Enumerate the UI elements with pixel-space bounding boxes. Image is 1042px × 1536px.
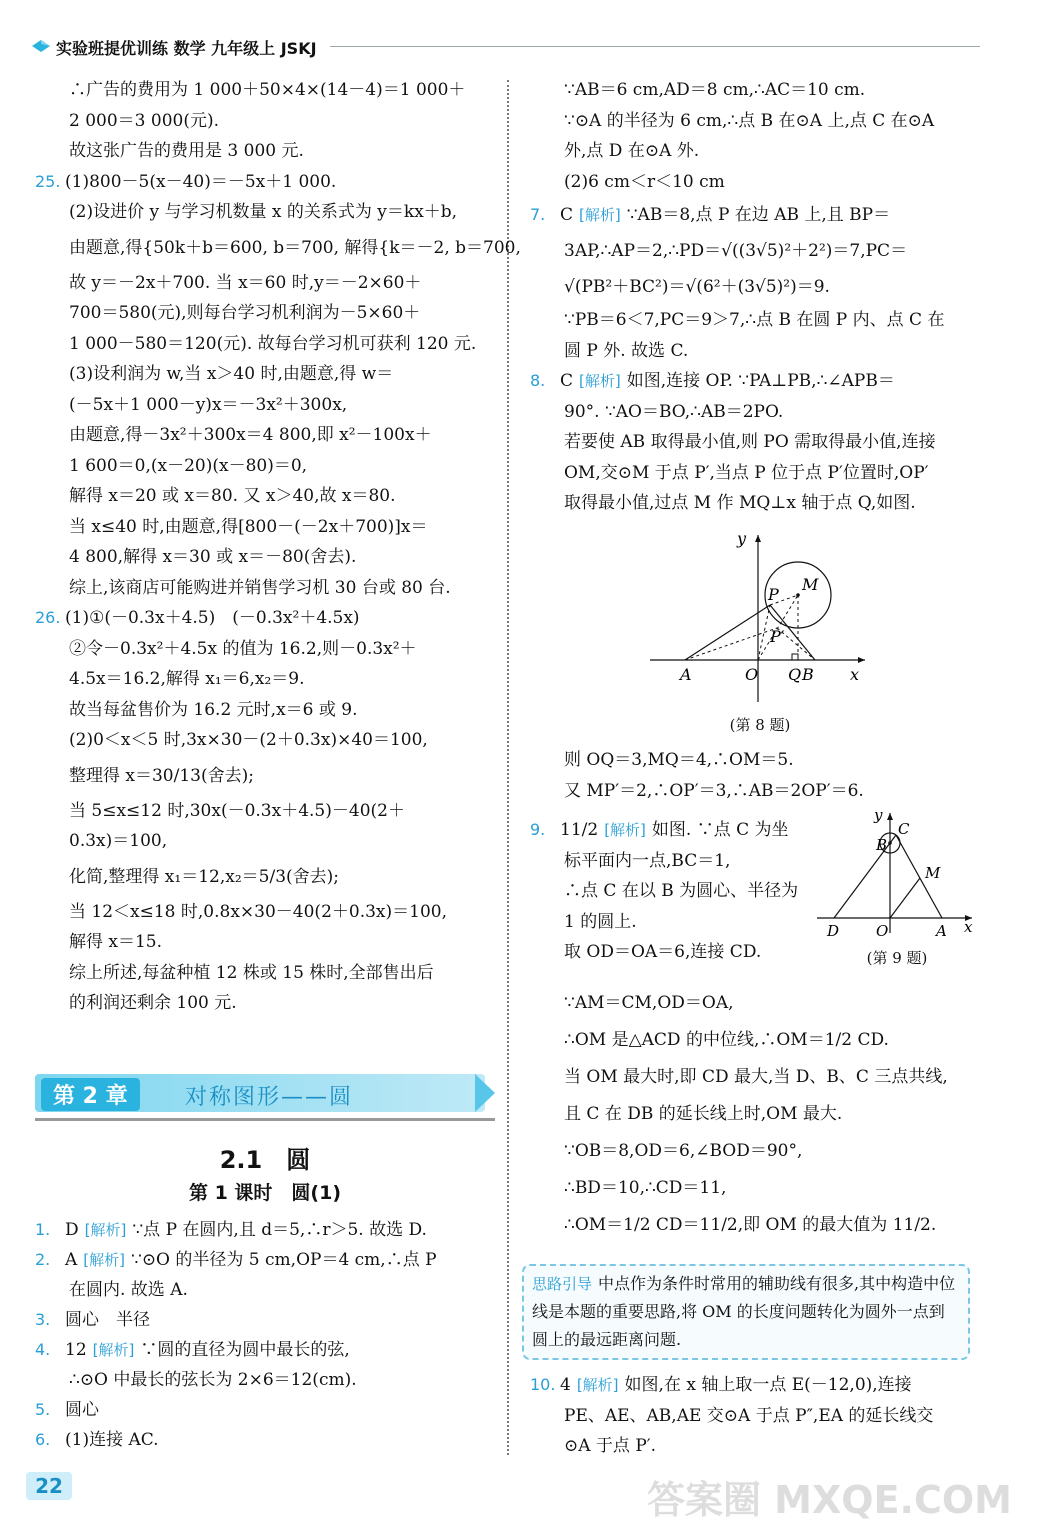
text-line: ②令－0.3x²＋4.5x 的值为 16.2,则－0.3x²＋ — [69, 638, 417, 659]
fig9-label-a: A — [936, 922, 947, 940]
analysis-tag: [解析] — [84, 1221, 127, 1239]
question-25: 25. (1)800－5(x－40)＝－5x＋1 000. — [35, 167, 495, 198]
fig8-label-p: P — [768, 585, 779, 604]
figure-8-diagram — [640, 530, 880, 710]
text-line: √(PB²＋BC²)＝√(6²＋(3√5)²)＝9. — [564, 277, 830, 297]
fig8-label-p-prime: P′ — [770, 627, 785, 646]
fig8-label-a: A — [680, 665, 692, 684]
page-header — [30, 32, 980, 62]
text-line: 解得 x＝15. — [69, 932, 163, 952]
text-line: 3AP,∴AP＝2,∴PD＝√((3√5)²＋2²)＝7,PC＝ — [564, 241, 908, 261]
left-column — [35, 75, 521, 1019]
text-line: (2)0＜x＜5 时,3x×30－(2＋0.3x)×40＝100, — [69, 730, 428, 750]
text-line: 1 600＝0,(x－20)(x－80)＝0, — [69, 455, 308, 476]
text-line: ∴广告的费用为 1 000＋50×4×(14－4)＝1 000＋ — [69, 80, 466, 100]
fig9-label-b: B — [876, 836, 888, 854]
fig9-label-m: M — [925, 864, 941, 882]
text-line: 综上所述,每盆种植 12 株或 15 株时,全部售出后 — [69, 962, 434, 983]
text-line: 1 000－580＝120(元). 故每台学习机可获利 120 元. — [69, 333, 477, 354]
thinking-guide-text: 中点作为条件时常用的辅助线有很多,其中构造中位线是本题的重要思路,将 OM 的长度问题转化为圆外一点到圆上的最远距离问题. — [532, 1274, 956, 1349]
fig9-label-c: C — [898, 820, 910, 838]
text-line: 化简,整理得 x₁＝12,x₂＝5/3(舍去); — [69, 866, 339, 887]
question-number: 25. — [35, 171, 61, 191]
text-line: 2 000＝3 000(元). — [69, 110, 220, 131]
text-line: ∵OB＝8,OD＝6,∠BOD＝90°, — [564, 1141, 803, 1161]
fig8-label-o: O — [745, 665, 759, 684]
text-line: (－5x＋1 000－y)x＝－3x²＋300x, — [69, 394, 348, 415]
text-line: 取得最小值,过点 M 作 MQ⊥x 轴于点 Q,如图. — [564, 493, 916, 513]
column-divider — [507, 80, 509, 1455]
text-line: 综上,该商店可能购进并销售学习机 30 台或 80 台. — [69, 577, 451, 598]
question-9: 9. 11/2 [解析] 如图. ∵点 C 为坐 标平面内一点,BC＝1, ∴点 C 在以 B 为圆心、半径为 1 的圆上. 取 OD＝OA＝6,连接 CD. — [530, 815, 810, 968]
text-line: 故当每盆售价为 16.2 元时,x＝6 或 9. — [69, 699, 358, 720]
text-line: (2)6 cm＜r＜10 cm — [564, 171, 725, 192]
text-line: (3)设利润为 w,当 x＞40 时,由题意,得 w＝ — [69, 364, 394, 384]
text-line: 4.5x＝16.2,解得 x₁＝6,x₂＝9. — [69, 669, 305, 689]
fig9-label-o: O — [876, 922, 889, 940]
text-line: 0.3x)＝100, — [69, 831, 168, 851]
question-1: 1. D [解析] ∵点 P 在圆内,且 d＝5,∴r＞5. 故选 D. — [35, 1220, 427, 1240]
thinking-guide-label: 思路引导 — [532, 1275, 593, 1293]
text-line: 由题意,得－3x²＋300x＝4 800,即 x²－100x＋ — [69, 425, 432, 445]
analysis-tag: [解析] — [576, 1376, 619, 1394]
text-line: ∵⊙A 的半径为 6 cm,∴点 B 在⊙A 上,点 C 在⊙A — [564, 110, 935, 131]
left-column-lower — [35, 1215, 495, 1455]
system-line: 由题意,得{50k＋b＝600, b＝700, 解得{k＝－2, b＝700, — [69, 237, 521, 258]
text-line: ⊙A 于点 P′. — [564, 1436, 657, 1456]
question-10: 10. 4 [解析] 如图,在 x 轴上取一点 E(－12,0),连接 PE、AE、AB,AE 交⊙A 于点 P″,EA 的延长线交 ⊙A 于点 P′. — [530, 1370, 980, 1462]
text-line: ∵AB＝6 cm,AD＝8 cm,∴AC＝10 cm. — [564, 80, 866, 100]
analysis-tag: [解析] — [579, 206, 621, 224]
fig8-label-y: y — [737, 530, 747, 548]
fig9-label-d: D — [827, 922, 840, 940]
text-line: 在圆内. 故选 A. — [69, 1280, 188, 1300]
right-column-b — [530, 745, 980, 806]
text-line: 当 12＜x≤18 时,0.8x×30－40(2＋0.3x)＝100, — [69, 901, 447, 922]
text-line: ∴⊙O 中最长的弦长为 2×6＝12(cm). — [69, 1370, 357, 1390]
chapter-banner — [35, 1070, 495, 1122]
text-line: 若要使 AB 取得最小值,则 PO 需取得最小值,连接 — [564, 432, 936, 452]
text-line: 取 OD＝OA＝6,连接 CD. — [564, 942, 762, 962]
question-number: 26. — [35, 608, 61, 627]
text-line: 整理得 x＝30/13(舍去); — [69, 765, 254, 786]
text-line: 90°. ∵AO＝BO,∴AB＝2PO. — [564, 401, 784, 422]
text-line: ∴点 C 在以 B 为圆心、半径为 — [564, 881, 799, 901]
watermark: 答案圈 MXQE.COM — [646, 1478, 1012, 1522]
text-line: 标平面内一点,BC＝1, — [564, 850, 731, 871]
figure-9-diagram — [812, 808, 982, 943]
text-line: OM,交⊙M 于点 P′,当点 P 位于点 P′位置时,OP′ — [564, 462, 929, 483]
figure-9-caption: (第 9 题) — [866, 949, 928, 967]
text-line: 700＝580(元),则每台学习机利润为－5×60＋ — [69, 303, 421, 323]
chapter-underline — [35, 1118, 495, 1121]
text-line: (2)设进价 y 与学习机数量 x 的关系式为 y＝kx＋b, — [69, 202, 458, 222]
text-line: 的利润还剩余 100 元. — [69, 993, 237, 1013]
fig9-label-y: y — [874, 808, 883, 824]
chapter-label: 第 2 章 — [41, 1078, 140, 1111]
header-rule — [330, 46, 980, 47]
text-line: 且 C 在 DB 的延长线上时,OM 最大. — [564, 1104, 843, 1124]
question-8: 8. C [解析] 如图,连接 OP. ∵PA⊥PB,∴∠APB＝ — [530, 371, 895, 391]
text-line: 解得 x＝20 或 x＝80. 又 x＞40,故 x＝80. — [69, 486, 396, 506]
right-column — [530, 75, 980, 519]
book-logo-icon — [30, 34, 52, 56]
fig8-label-b: B — [802, 665, 814, 684]
fig8-label-q: Q — [788, 665, 802, 684]
figure-8 — [640, 530, 880, 740]
page-number: 22 — [26, 1472, 72, 1500]
text-line: ∴BD＝10,∴CD＝11, — [564, 1178, 727, 1198]
lesson-title: 第 1 课时 圆(1) — [188, 1182, 342, 1204]
text-line: 1 的圆上. — [564, 911, 637, 932]
chevron-right-icon — [475, 1074, 495, 1112]
text-line: ∵AM＝CM,OD＝OA, — [564, 993, 734, 1013]
text-line: 故这张广告的费用是 3 000 元. — [69, 141, 304, 161]
analysis-tag: [解析] — [604, 821, 646, 839]
right-column-c — [530, 985, 980, 1244]
text-line: 当 x≤40 时,由题意,得[800－(－2x＋700)]x＝ — [69, 516, 428, 537]
question-2: 2. A [解析] ∵⊙O 的半径为 5 cm,OP＝4 cm,∴点 P — [35, 1250, 437, 1270]
text-line: 4 800,解得 x＝30 或 x＝－80(舍去). — [69, 547, 357, 567]
text-line: 故 y＝－2x＋700. 当 x＝60 时,y＝－2×60＋ — [69, 272, 422, 293]
text-line: 外,点 D 在⊙A 外. — [564, 141, 700, 161]
question-4: 4. 12 [解析] ∵圆的直径为圆中最长的弦, — [35, 1340, 350, 1360]
thinking-guide-box — [522, 1264, 970, 1360]
header-title: 实验班提优训练 数学 九年级上 JSKJ — [56, 39, 317, 58]
fig9-label-x: x — [964, 918, 973, 936]
figure-8-caption: (第 8 题) — [729, 716, 791, 734]
text-line: 当 5≤x≤12 时,30x(－0.3x＋4.5)－40(2＋ — [69, 800, 405, 821]
chapter-name: 对称图形——圆 — [185, 1085, 354, 1110]
text-line: PE、AE、AB,AE 交⊙A 于点 P″,EA 的延长线交 — [564, 1405, 934, 1426]
question-6: 6. (1)连接 AC. — [35, 1430, 159, 1450]
text-line: 又 MP′＝2,∴OP′＝3,∴AB＝2OP′＝6. — [564, 780, 864, 801]
question-3: 3. 圆心 半径 — [35, 1310, 150, 1330]
text-line: ∵PB＝6＜7,PC＝9＞7,∴点 B 在圆 P 内、点 C 在 — [564, 310, 945, 330]
analysis-tag: [解析] — [92, 1341, 135, 1359]
text-line: ∴OM＝1/2 CD＝11/2,即 OM 的最大值为 11/2. — [564, 1215, 937, 1235]
text-line: ∴OM 是△ACD 的中位线,∴OM＝1/2 CD. — [564, 1030, 889, 1050]
text-line: 当 OM 最大时,即 CD 最大,当 D、B、C 三点共线, — [564, 1067, 948, 1087]
figure-9 — [812, 808, 982, 973]
fig8-label-m: M — [802, 575, 819, 594]
question-26: 26. (1)①(－0.3x＋4.5) (－0.3x²＋4.5x) — [35, 603, 495, 634]
analysis-tag: [解析] — [83, 1251, 125, 1269]
text-line: 圆 P 外. 故选 C. — [564, 340, 689, 361]
question-7: 7. C [解析] ∵AB＝8,点 P 在边 AB 上,且 BP＝ — [530, 205, 891, 225]
fig8-label-x: x — [850, 665, 860, 684]
section-title: 2.1 圆 — [219, 1146, 311, 1174]
question-5: 5. 圆心 — [35, 1400, 99, 1420]
analysis-tag: [解析] — [579, 372, 621, 390]
q9-answer: 11/2 — [560, 820, 599, 840]
text-line: 则 OQ＝3,MQ＝4,∴OM＝5. — [564, 750, 794, 770]
